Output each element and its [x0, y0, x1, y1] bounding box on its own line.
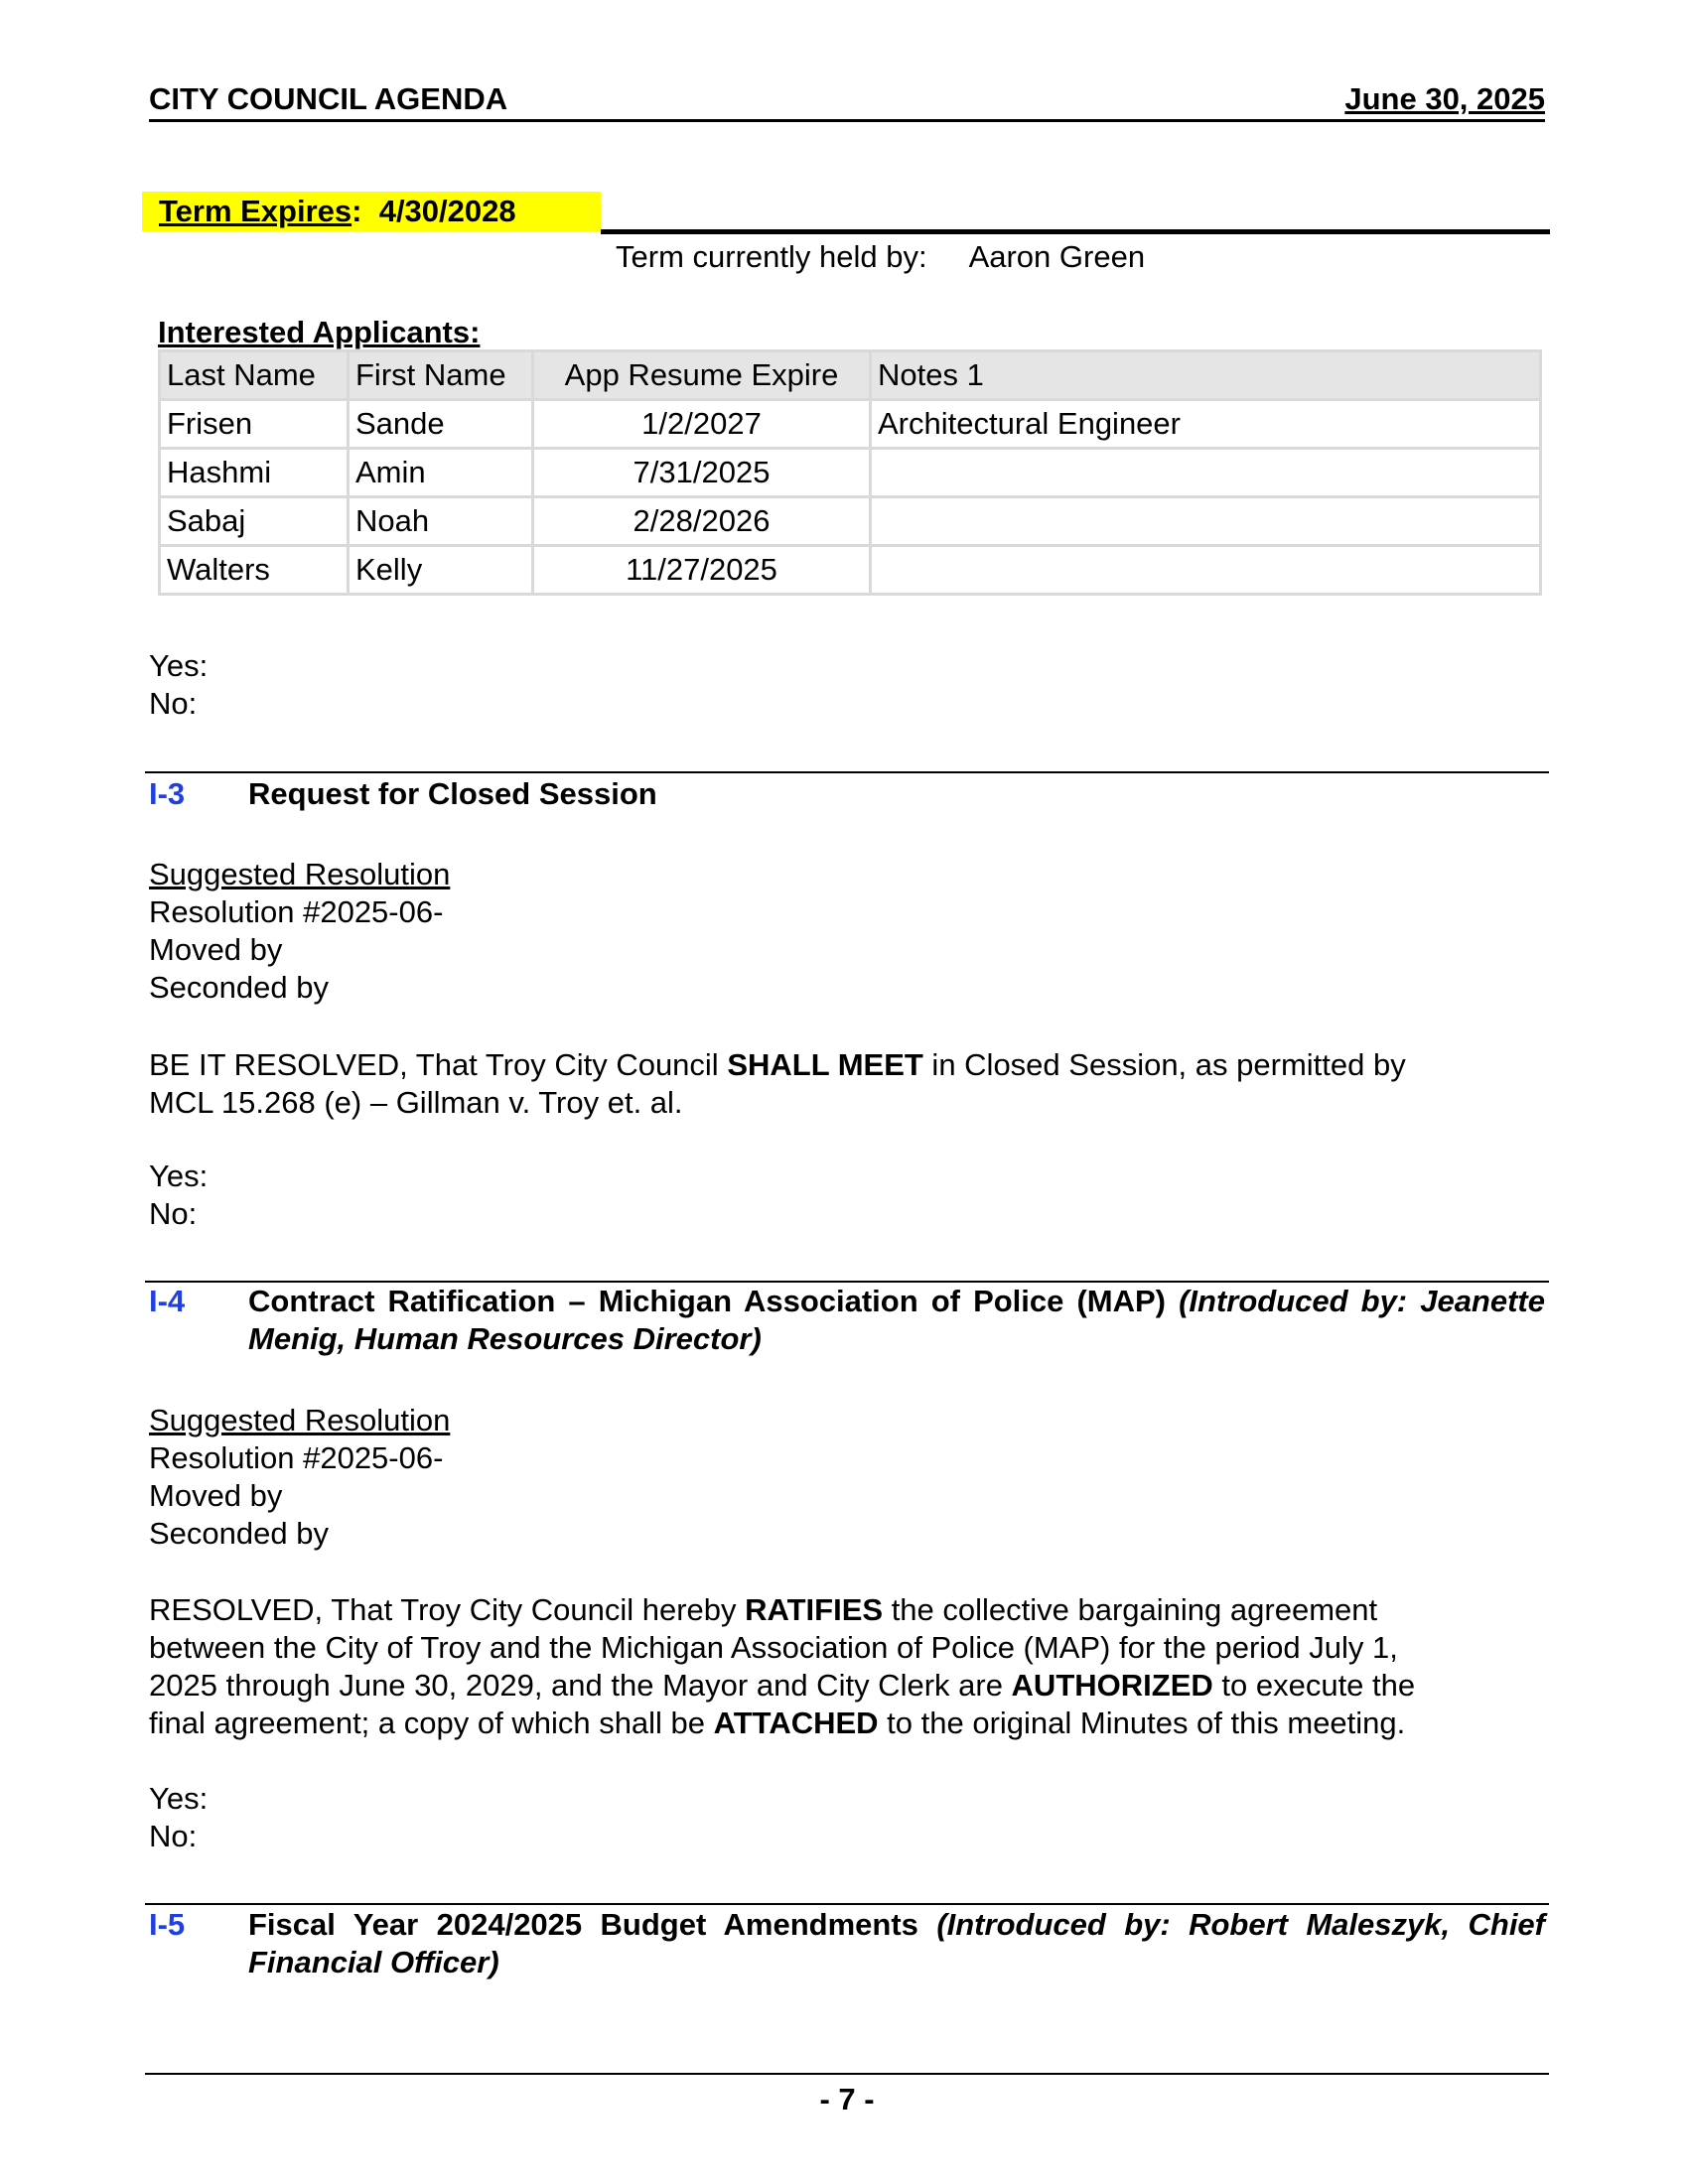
resolution-text-line: MCL 15.268 (e) – Gillman v. Troy et. al.: [149, 1085, 683, 1120]
column-header-notes: Notes 1: [871, 351, 1541, 400]
cell-first-name: Kelly: [349, 546, 533, 595]
item-title-text: Fiscal Year 2024/2025 Budget Amendments: [248, 1907, 937, 1942]
table-header-row: [160, 351, 1541, 400]
table-row: [160, 449, 1541, 497]
moved-by: Moved by: [149, 1478, 283, 1513]
resolution-text-bold: RATIFIES: [745, 1592, 884, 1627]
term-expires-label: Term Expires: [159, 194, 352, 228]
resolution-text-part: 2025 through June 30, 2029, and the Mayor and City Clerk are: [149, 1668, 1012, 1703]
vote-block: [149, 1158, 208, 1233]
term-rule: [601, 229, 1550, 234]
cell-first-name: Amin: [349, 449, 533, 497]
item-intro: (Introduced by: Robert Maleszyk, Chief Financial Officer): [248, 1907, 1545, 1979]
vote-yes: Yes:: [149, 1781, 209, 1816]
applicants-heading: Interested Applicants:: [158, 315, 481, 349]
agenda-title: CITY COUNCIL AGENDA: [149, 81, 508, 116]
resolution-text-bold: SHALL MEET: [727, 1047, 923, 1082]
vote-yes: Yes:: [149, 648, 209, 683]
cell-last-name: Hashmi: [160, 449, 349, 497]
resolution-text-part: RESOLVED, That Troy City Council hereby: [149, 1592, 746, 1627]
column-header-first-name: First Name: [349, 351, 533, 400]
resolution-text-bold: AUTHORIZED: [1011, 1668, 1213, 1703]
cell-notes: [871, 546, 1541, 595]
section-divider: [145, 1903, 1549, 1905]
held-by-label: Term currently held by:: [616, 239, 927, 274]
cell-last-name: Frisen: [160, 400, 349, 449]
resolution-number: Resolution #2025-06-: [149, 1440, 444, 1475]
term-expires-date: 4/30/2028: [378, 194, 516, 228]
moved-by: Moved by: [149, 932, 283, 967]
vote-no: No:: [149, 1819, 198, 1853]
suggested-resolution-label: Suggested Resolution: [149, 1403, 451, 1437]
vote-block: [149, 1780, 208, 1855]
cell-first-name: Sande: [349, 400, 533, 449]
cell-notes: [871, 497, 1541, 546]
resolution-text-bold: ATTACHED: [713, 1706, 879, 1740]
resolution-text-part: final agreement; a copy of which shall be: [149, 1706, 714, 1740]
page-number: - 7 -: [819, 2082, 875, 2116]
seconded-by: Seconded by: [149, 1516, 329, 1551]
cell-expire: 7/31/2025: [533, 449, 871, 497]
resolution-text-line: between the City of Troy and the Michigan Association of Police (MAP) for the period July 1,: [149, 1630, 1398, 1665]
suggested-resolution-label: Suggested Resolution: [149, 857, 451, 891]
page-header: [149, 79, 1545, 122]
applicants-table: [158, 349, 1542, 596]
resolution-text-part: to the original Minutes of this meeting.: [878, 1706, 1406, 1740]
table-row: [160, 546, 1541, 595]
resolution-text-part: the collective bargaining agreement: [883, 1592, 1378, 1627]
term-held-by: [616, 238, 1145, 276]
item-title-text: Request for Closed Session: [248, 776, 657, 811]
item-number: I-5: [149, 1907, 186, 1942]
vote-no: No:: [149, 686, 198, 721]
term-expires-colon: :: [352, 194, 362, 228]
table-row: [160, 497, 1541, 546]
resolution-block: [149, 856, 450, 1007]
cell-expire: 2/28/2026: [533, 497, 871, 546]
resolution-text-part: to execute the: [1212, 1668, 1416, 1703]
footer-rule: [145, 2073, 1549, 2075]
table-row: [160, 400, 1541, 449]
cell-notes: Architectural Engineer: [871, 400, 1541, 449]
resolution-text: [149, 1591, 1415, 1742]
item-title: [248, 775, 1545, 813]
resolution-number: Resolution #2025-06-: [149, 894, 444, 929]
column-header-last-name: Last Name: [160, 351, 349, 400]
resolution-block: [149, 1402, 450, 1553]
vote-block: [149, 647, 208, 723]
item-intro: (Introduced by: Jeanette Menig, Human Resources Director): [248, 1284, 1545, 1356]
item-number: I-3: [149, 776, 186, 811]
cell-last-name: Walters: [160, 546, 349, 595]
item-title: [248, 1283, 1545, 1358]
term-expires-row: [142, 192, 1550, 231]
item-title-text: Contract Ratification – Michigan Association of Police (MAP): [248, 1284, 1180, 1318]
resolution-text: [149, 1046, 1406, 1122]
resolution-text-part: in Closed Session, as permitted by: [922, 1047, 1406, 1082]
item-title: [248, 1906, 1545, 1981]
agenda-date: June 30, 2025: [1344, 81, 1545, 116]
cell-first-name: Noah: [349, 497, 533, 546]
cell-notes: [871, 449, 1541, 497]
resolution-text-part: BE IT RESOLVED, That Troy City Council: [149, 1047, 728, 1082]
cell-expire: 1/2/2027: [533, 400, 871, 449]
cell-expire: 11/27/2025: [533, 546, 871, 595]
vote-yes: Yes:: [149, 1159, 209, 1193]
cell-last-name: Sabaj: [160, 497, 349, 546]
term-expires-highlight: [142, 192, 601, 231]
held-by-name: Aaron Green: [968, 239, 1146, 274]
seconded-by: Seconded by: [149, 970, 329, 1005]
section-divider: [145, 771, 1549, 773]
vote-no: No:: [149, 1196, 198, 1231]
column-header-app-resume-expire: App Resume Expire: [533, 351, 871, 400]
item-number: I-4: [149, 1284, 186, 1318]
